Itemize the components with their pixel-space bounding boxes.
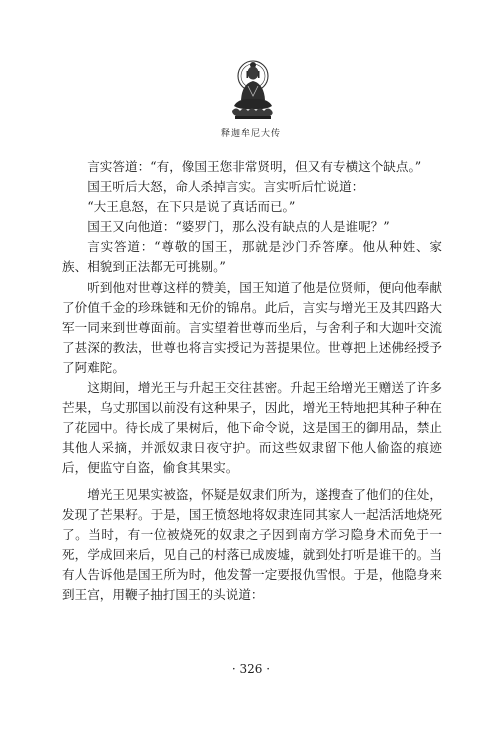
paragraph: 言实答道：“尊敬的国王，那就是沙门乔答摩。他从种姓、家族、相貌到正法都无可挑剔。” [62,239,442,275]
paragraph: 国王又向他道：“婆罗门，那么没有缺点的人是谁呢？” [87,219,390,235]
paragraph: 听到他对世尊这样的赞美，国王知道了他是位贤师，便向他奉献了价值千金的珍珠链和无价的锦帛。此后，言实与增光王及其四路大军一同来到世尊面前。言实望着世尊而坐后，与舍利子和大迦叶交流了甚深的教法，世尊也将言实授记为菩提果位。世尊把上述佛经授予了阿难陀。 [62,279,442,375]
paragraph: 国王听后大怒，命人杀掉言实。言实听后忙说道： [87,179,365,195]
page-number: · 326 · [231,662,271,676]
running-head-title: 释迦牟尼大传 [220,129,281,139]
paragraph: 言实答道：“有，像国王您非常贤明，但又有专横这个缺点。” [87,159,422,174]
body-text [62,157,442,605]
paragraph: 增光王见果实被盗，怀疑是奴隶们所为，遂搜查了他们的住处，发现了芒果籽。于是，国王愤怒地将奴隶连同其家人一起活活地烧死了。当时，有一位被烧死的奴隶之子因到南方学习隐身术而免于一死，学成回来后，见自己的村落已成废墟，就到处打听是谁干的。当有人告诉他是国王所为时，他发誓一定要报仇雪恨。于是，他隐身来到王宫，用鞭子抽打国王的头说道： [62,486,442,602]
paragraph: 这期间，增光王与升起王交往甚密。升起王给增光王赠送了许多芒果，乌丈那国以前没有这种果子，因此，增光王特地把其种子种在了花园中。待长成了果树后，他下命令说，这是国王的御用品，禁止其他人采摘，并派奴隶日夜守护。而这些奴隶留下他人偷盗的痕迹后，便监守自盗，偷食其果实。 [62,380,442,476]
paragraph: “大王息怒，在下只是说了真话而已。” [87,199,296,215]
seated-buddha-icon [226,56,280,122]
